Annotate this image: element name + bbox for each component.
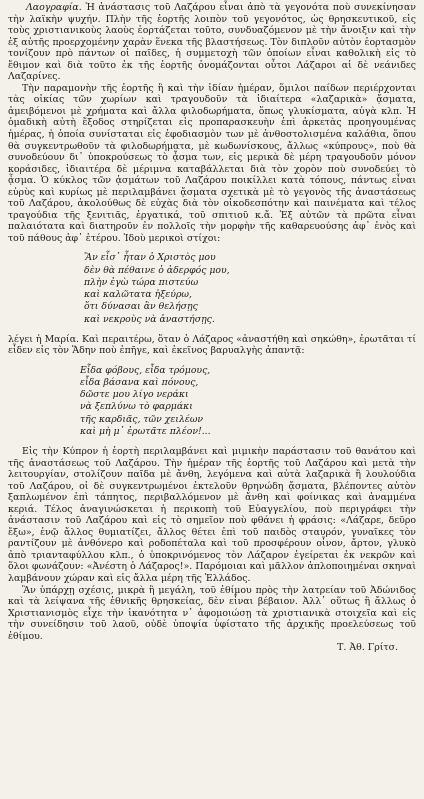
verse-block-lazarus bbox=[8, 365, 416, 438]
paragraph-intro-text: Ἡ ἀνάστασις τοῦ Λαζάρου εἶναι ἀπὸ τὰ γεγονότα ποὺ συνεκίνησαν τὴν λαϊκὴν ψυχήν. Πλὴν τῆς ἑορτῆς λοιπὸν τοῦ γεγονότος, ὡς θρησκευτικοῦ, εἰς τοὺς χριστιανικοὺς λαοὺς ἑορτάζεται τοῦτο, συνδυαζόμενον μὲ τὴν ἄνοιξιν καὶ τὴν ἐξ αὐτῆς προερχομένην χαρὰν ἕνεκα τῆς βλαστήσεως. Τὸν διπλοῦν αὐτὸν ἑορτασμὸν τονίζουν πρὸ πάντων οἱ παῖδες, ἡ συμμετοχὴ τῶν ὁποίων εἶναι καθολικὴ εἰς τὸ ἔθιμον καὶ διὰ τοῦτο ἐκ τῆς ἑορτῆς ὀνομάζονται οὗτοι Λάζαροι αἱ δὲ νεάνιδες Λαζαρίνες. bbox=[8, 2, 416, 83]
verse-line: νὰ ξεπλύνω τὸ φαρμάκι bbox=[80, 401, 193, 413]
paragraph-intro bbox=[8, 2, 416, 83]
author-signature: Τ. Ἀθ. Γρίτσ. bbox=[337, 642, 398, 654]
verse-line: Εἶδα φόβους, εἶδα τρόμους, bbox=[80, 364, 211, 376]
paragraph-cyprus: Εἰς τὴν Κύπρον ἡ ἑορτὴ περιλαμβάνει καὶ μιμικὴν παράστασιν τοῦ θανάτου καὶ τῆς ἀναστάσεως τοῦ Λαζάρου. Τὴν ἡμέραν τῆς ἑορτῆς τοῦ Λαζάρου καὶ μετὰ τὴν λειτουργίαν, στολίζουν παῖδα μὲ ἄνθη, λεγόμενα καὶ αὐτὰ λαζαρικὰ ἢ λουλούδια τοῦ Λαζάρου, οἱ δὲ συγκεντρωμένοι ἐκτελοῦν θρηνώδη ᾄσματα, βλέποντες αὐτὸν ξαπλωμένον ἐπὶ τάπητος, περιβαλλόμενον μὲ ἄνθη καὶ φοίνικας καὶ ἀναμμένα κεριά. Τέλος ἀναγινώσκεται ἡ περικοπὴ τοῦ Εὐαγγελίου, ποὺ περιγράφει τὴν ἀνάστασιν τοῦ Λαζάρου καὶ εἰς τὸ σημεῖον ποὺ φθάνει ἡ φράσις: «Λάζαρε, δεῦρο ἔξω», ἐνῷ ἄλλος θυμιατίζει, ἄλλος θέτει ἐπὶ τοῦ παιδὸς σταυρόν, γυναῖκες τὸν ραντίζουν μὲ ἀνθόνερο καὶ ροδοπέταλα καὶ τοῦ προσφέρουν οἶνον, ἄρτον, γλυκὸ ἀπὸ τριανταφύλλου κλπ., ὁ ὑποκρινόμενος τὸν Λάζαρον ἐγείρεται ἐκ νεκρῶν καὶ ὅλοι φωνάζουν: «Ἀνέστη ὁ Λάζαρος!». Παρόμοιαι καὶ μᾶλλον ἀπλοποιημέναι σκηναὶ λαμβάνουν χώραν καὶ εἰς ἄλλα μέρη τῆς Ἑλλάδος. bbox=[8, 446, 416, 585]
spacer bbox=[8, 438, 416, 446]
verse-line: καὶ καλῶτατα ἠξεύρω, bbox=[84, 289, 192, 301]
verse-line: καὶ νεκροὺς νὰ ἀναστήσῃς. bbox=[84, 313, 215, 325]
paragraph-lazarus-question: λέγει ἡ Μαρία. Καὶ περαιτέρω, ὅταν ὁ Λάζαρος «ἀναστήθη καὶ σηκώθη», ἐρωτᾶται τί εἶδεν εἰς τὸν Ἅδην ποὺ ἐπῆγε, καὶ ἐκεῖνος βαρυαλγὴς ἀπαντᾷ: bbox=[8, 333, 416, 357]
verse-line: εἶδα βάσανα καὶ πόνους, bbox=[80, 377, 199, 388]
verse-line: ὅτι δύνασαι ἂν θελήσῃς bbox=[84, 301, 198, 313]
verse-block-mary bbox=[8, 252, 416, 325]
verse-line: δὲν θὰ πέθαινε ὁ ἀδερφός μου, bbox=[84, 264, 230, 276]
verse-line: καὶ μὴ μ᾽ ἐρωτᾶτε πλέον!... bbox=[80, 425, 211, 437]
verse-line: Ἂν εἶσ᾽ ἦταν ὁ Χριστὸς μου bbox=[84, 252, 216, 264]
verse-line: πλὴν ἐγὼ τώρα πιστεύω bbox=[84, 276, 199, 288]
verse-line: δῶστε μου λίγο νεράκι bbox=[80, 389, 189, 401]
paragraph-adonis: Ἂν ὑπάρχῃ σχέσις, μικρὰ ἢ μεγάλη, τοῦ ἐθίμου πρὸς τὴν λατρείαν τοῦ Ἀδώνιδος καὶ τὰ λείψανα τῆς ἐθνικῆς θρησκείας, δὲν εἶναι βέβαιον. Ἀλλ᾽ οὕτως ἢ ἄλλως ὁ Χριστιανισμὸς εἶχε τὴν ἱκανότητα ν᾽ ἀφομοιώσῃ τὰ χριστιανικὰ στοιχεῖα καὶ εἰς τὴν συνείδησιν τοῦ λαοῦ, οὐδὲ ὑποψία ὑφίστατο τῆς ἀρχικῆς προελεύσεως τοῦ ἐθίμου. bbox=[8, 584, 416, 642]
spacer bbox=[8, 357, 416, 365]
verse-line: τῆς καρδιᾶς, τῶν χειλέων bbox=[80, 413, 204, 425]
spacer bbox=[8, 326, 416, 334]
section-lead-in: Λαογραφία. bbox=[26, 2, 82, 13]
paragraph-eve-customs: Τὴν παραμονὴν τῆς ἑορτῆς ἢ καὶ τὴν ἰδίαν ἡμέραν, ὅμιλοι παίδων περιέρχονται τὰς οἰκίας τῶν χωρίων καὶ τραγουδοῦν τὰ ἰδιαίτερα «λαζαρικὰ» ᾄσματα, ἀμειβόμενοι μὲ χρήματα καὶ ἄλλα φιλοδωρήματα, ὅπως γλυκίσματα, αὐγὰ κλπ. Ἡ ὁμαδικὴ αὐτὴ ἔξοδος στηρίζεται εἰς προπαρασκευὴν ἐπὶ ἀρκετὰς προηγουμένας ἡμέρας, ἡ ὁποία συνίσταται εἰς ἐφοδιασμὸν των μὲ ἀνθοστολισμένα καλάθια, ὅπου θὰ συγκεντρωθοῦν τὰ φιλοδωρήματα, μὲ κωδωνίσκους, ἄλλως «κύπρους», ποὺ θὰ συνοδεύουν δι᾽ ὑποκρούσεως τὸ ᾆσμα των, εἰς μερικὰ δὲ μέρη τραγουδοῦν μόνον κοράσιδες, ἰδιαιτέρα δὲ μέριμνα καταβάλλεται διὰ τὸν χορὸν ποὺ συνοδεύει τὸ ᾆσμα. Ὁ κύκλος τῶν ᾀσμάτων τοῦ Λαζάρου ποικίλλει κατὰ τόπους, πάντως εἶναι εὐρὺς καὶ κυρίως μὲ περιλαμβάνει ᾄσματα σχετικὰ μὲ τὸ γεγονὸς τῆς ἀναστάσεως τοῦ Λαζάρου, ἀκολούθως δὲ εὐχὰς διὰ τὸν οἰκοδεσπότην καὶ παινέματα καὶ τέλος τραγούδια τῆς ξενιτιᾶς, ἐργατικά, τοῦ σπιτιοῦ κ.ἄ. Ἐξ αὐτῶν τὰ πρῶτα εἶναι παλαιότατα καὶ διατηροῦν ἐν πολλοῖς τὴν μορφὴν τῆς καθαρευούσης ἀφ᾽ ἑνὸς καὶ τοῦ πάθους ἀφ᾽ ἑτέρου. Ἰδοὺ μερικοὶ στίχοι: bbox=[8, 82, 416, 244]
